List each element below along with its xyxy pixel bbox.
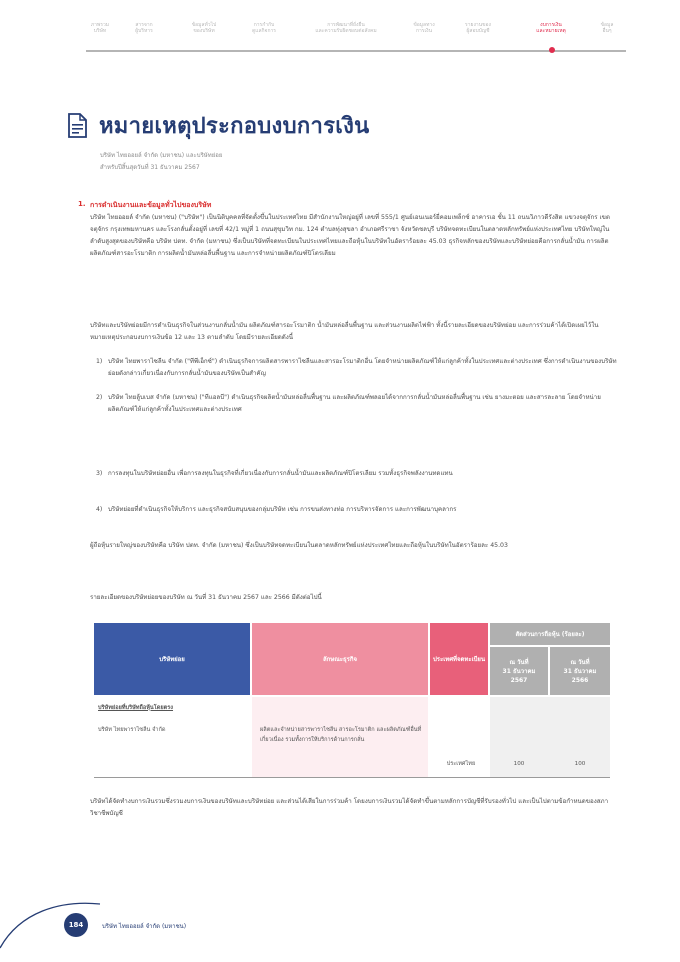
table-cell-country: ประเทศไทย bbox=[446, 761, 476, 767]
nav-item-others[interactable]: ข้อมูล อื่นๆ bbox=[600, 22, 614, 34]
table-section-label: บริษัทย่อยที่บริษัทถือหุ้นโดยตรง bbox=[98, 705, 174, 711]
list-item: การลงทุนในบริษัทย่อยอื่น เพื่อการลงทุนในธุรกิจที่เกี่ยวเนื่องกับการกลั่นน้ำมันและผลิตภัณฑ์ปิโตรเลียม รวมทั้งธุรกิจพลังงานทดแทน bbox=[108, 470, 453, 477]
document-icon bbox=[66, 113, 88, 139]
nav-active-indicator bbox=[549, 47, 555, 53]
paragraph-major-shareholder: ผู้ถือหุ้นรายใหญ่ของบริษัทคือ บริษัท ปตท. จำกัด (มหาชน) ซึ่งเป็นบริษัทจดทะเบียนในตลาดหลักทรัพย์แห่งประเทศไทยและถือหุ้นในบริษัทในอัตราร้อยละ 45.03 bbox=[90, 542, 508, 549]
list-number: 3) bbox=[96, 470, 103, 477]
table-cell-company: บริษัท ไทยพาราไซลีน จำกัด bbox=[98, 727, 166, 733]
section-heading: การดำเนินงานและข้อมูลทั่วไปของบริษัท bbox=[90, 201, 212, 209]
table-cell-pct-2567: 100 bbox=[513, 761, 525, 767]
nav-item-overview[interactable]: ภาพรวม บริษัท bbox=[90, 22, 110, 34]
table-header-country: ประเทศที่จดทะเบียน bbox=[430, 623, 488, 695]
paragraph-business-segments: บริษัทและบริษัทย่อยมีการดำเนินธุรกิจในส่วนงานกลั่นน้ำมัน ผลิตภัณฑ์สารอะโรมาติก น้ำมันหล่อลื่นพื้นฐาน และส่วนงานผลิตไฟฟ้า ทั้งนี้รายละเอียดของบริษัทย่อย และการร่วมค้าได้เปิดเผยไว้ในหมายเหตุประกอบงบการเงินข้อ 12 และ 13 ตามลำดับ โดยมีรายละเอียดดังนี้ bbox=[90, 322, 599, 341]
top-navigation bbox=[86, 14, 626, 52]
nav-item-sustainability[interactable]: การพัฒนาที่ยั่งยืน และความรับผิดชอบต่อสังคม bbox=[315, 22, 377, 34]
footer-arc-decoration bbox=[0, 860, 120, 962]
table-bottom-rule bbox=[94, 777, 610, 778]
nav-item-financial-info[interactable]: ข้อมูลทาง การเงิน bbox=[413, 22, 435, 34]
list-item: บริษัท ไทยพาราไซลีน จำกัด ("ทีพีเอ็กซ์") ดำเนินธุรกิจการผลิตสารพาราไซลีนและสารอะโรมาติกอื่น โดยจำหน่ายผลิตภัณฑ์ให้แก่ลูกค้าทั้งในประเทศและต่างประเทศ ซึ่งการดำเนินงานของบริษัทย่อยดังกล่าวเกี่ยวเนื่องกับการกลั่นน้ำมันของบริษัทเป็นสำคัญ bbox=[108, 358, 617, 377]
list-item: บริษัทย่อยที่ดำเนินธุรกิจให้บริการ และธุรกิจสนับสนุนของกลุ่มบริษัท เช่น การขนส่งทางท่อ การบริหารจัดการ และการพัฒนาบุคลากร bbox=[108, 506, 457, 513]
table-cell-business: ผลิตและจำหน่ายสารพาราไซลีน สารอะโรมาติก และผลิตภัณฑ์อื่นที่เกี่ยวเนื่อง รวมทั้งการให้บริการด้านการกลั่น bbox=[260, 727, 422, 743]
table-header-company: บริษัทย่อย bbox=[94, 623, 250, 695]
footer-company-name: บริษัท ไทยออยล์ จำกัด (มหาชน) bbox=[102, 923, 187, 930]
table-header-shareholding: สัดส่วนการถือหุ้น (ร้อยละ) bbox=[490, 623, 610, 645]
table-header-business: ลักษณะธุรกิจ bbox=[252, 623, 428, 695]
list-number: 1) bbox=[96, 358, 103, 365]
nav-item-auditor-report[interactable]: รายงานของ ผู้สอบบัญชี bbox=[465, 22, 491, 34]
subtitle-company: บริษัท ไทยออยล์ จำกัด (มหาชน) และบริษัทย่อย bbox=[100, 152, 223, 159]
list-number: 4) bbox=[96, 506, 103, 513]
list-number: 2) bbox=[96, 394, 103, 401]
nav-item-governance[interactable]: การกำกับ ดูแลกิจการ bbox=[251, 22, 276, 34]
paragraph-general-info: บริษัท ไทยออยล์ จำกัด (มหาชน) ("บริษัท") เป็นนิติบุคคลที่จัดตั้งขึ้นในประเทศไทย มีสำนักงานใหญ่อยู่ที่ เลขที่ 555/1 ศูนย์เอนเนอร์ยี่คอมเพล็กซ์ อาคารเอ ชั้น 11 ถนนวิภาวดีรังสิต แขวงจตุจักร เขตจตุจักร กรุงเทพมหานคร และโรงกลั่นตั้งอยู่ที่ เลขที่ 42/1 หมู่ที่ 1 ถนนสุขุมวิท กม. 124 ตำบลทุ่งสุขลา อำเภอศรีราชา จังหวัดชลบุรี บริษัทจดทะเบียนในตลาดหลักทรัพย์แห่งประเทศไทย บริษัทใหญ่ในลำดับสูงสุดของบริษัทคือ บริษัท ปตท. จำกัด (มหาชน) ซึ่งเป็นบริษัทที่จดทะเบียนในประเทศไทยและถือหุ้นในบริษัทในอัตราร้อยละ 45.03 ธุรกิจหลักของบริษัทและบริษัทย่อยคือการกลั่นน้ำมัน การผลิตผลิตภัณฑ์สารอะโรมาติก การผลิตน้ำมันหล่อลื่นพื้นฐาน และการจำหน่ายผลิตภัณฑ์ปิโตรเลียม bbox=[90, 214, 610, 257]
subtitle-period: สำหรับปีสิ้นสุดวันที่ 31 ธันวาคม 2567 bbox=[100, 164, 200, 171]
table-header-2567: ณ วันที่ 31 ธันวาคม 2567 bbox=[490, 647, 548, 695]
list-item: บริษัท ไทยลู้บเบส จำกัด (มหาชน) ("ทีแอลบี") ดำเนินธุรกิจผลิตน้ำมันหล่อลื่นพื้นฐาน และผลิตภัณฑ์พลอยได้จากการกลั่นน้ำมันหล่อลื่นพื้นฐาน เช่น ยางมะตอย และสารละลาย โดยจำหน่ายผลิตภัณฑ์ให้แก่ลูกค้าทั้งในประเทศและต่างประเทศ bbox=[108, 394, 601, 413]
section-number: 1. bbox=[78, 200, 86, 208]
nav-item-financial-statements[interactable]: งบการเงิน และหมายเหตุ bbox=[536, 22, 566, 34]
table-header-2566: ณ วันที่ 31 ธันวาคม 2566 bbox=[550, 647, 610, 695]
nav-divider bbox=[86, 50, 626, 52]
page-title: หมายเหตุประกอบงบการเงิน bbox=[99, 114, 370, 139]
page-number-badge: 184 bbox=[64, 913, 88, 937]
nav-item-message[interactable]: สารจาก ผู้บริหาร bbox=[135, 22, 153, 34]
paragraph-consolidation: บริษัทได้จัดทำงบการเงินรวมซึ่งรวมงบการเงินของบริษัทและบริษัทย่อย และส่วนได้เสียในการร่วมค้า โดยงบการเงินรวมได้จัดทำขึ้นตามหลักการบัญชีที่รับรองทั่วไป และเป็นไปตามข้อกำหนดของสภาวิชาชีพบัญชี bbox=[90, 798, 609, 817]
table-cell-pct-2566: 100 bbox=[574, 761, 586, 767]
nav-item-general-info[interactable]: ข้อมูลทั่วไป ของบริษัท bbox=[191, 22, 217, 34]
subsidiaries-table bbox=[94, 623, 610, 779]
paragraph-subsidiaries-intro: รายละเอียดของบริษัทย่อยของบริษัท ณ วันที่ 31 ธันวาคม 2567 และ 2566 มีดังต่อไปนี้ bbox=[90, 594, 322, 601]
